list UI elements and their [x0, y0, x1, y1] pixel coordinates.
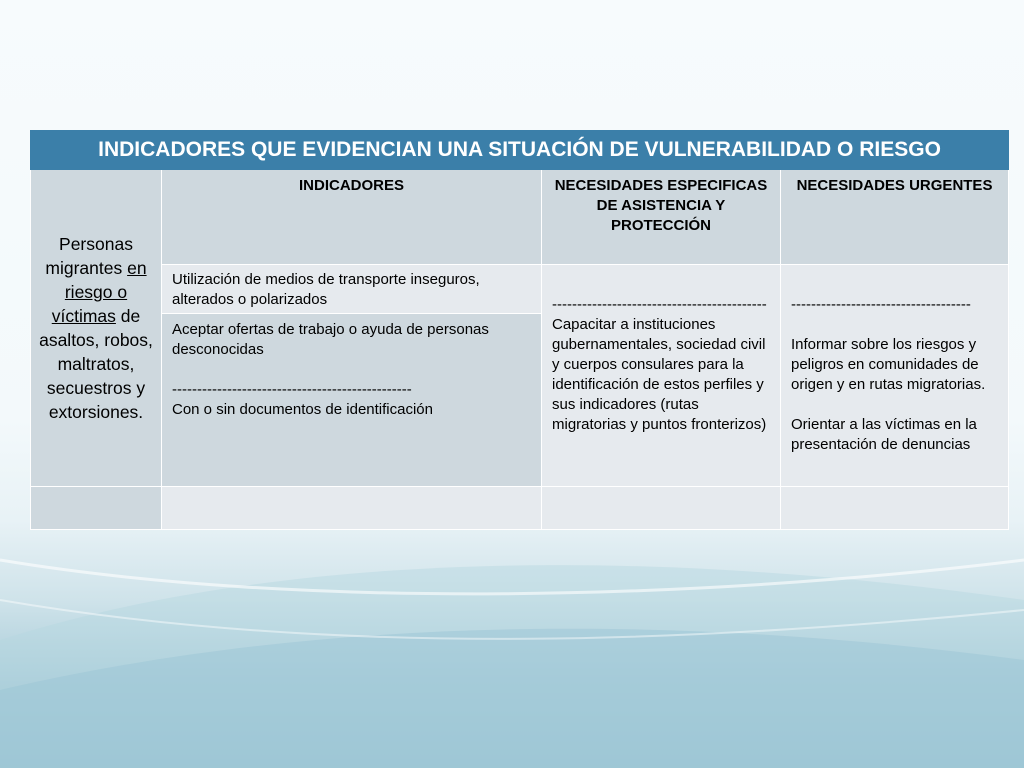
header-row [31, 170, 1009, 265]
header-necesidades-especificas: NECESIDADES ESPECIFICAS DE ASISTENCIA Y PROTECCIÓN [542, 170, 781, 265]
title-row [31, 131, 1009, 170]
empty-row [31, 487, 1009, 530]
specific-needs-text: Capacitar a instituciones gubernamentales, sociedad civil y cuerpos consulares para la identificación de estos perfiles y sus indicadores (rutas migratorias y puntos fronterizos) [552, 316, 767, 433]
urgent-needs-separator: ------------------------------------ [791, 296, 971, 313]
empty-cell-2 [162, 487, 542, 530]
vulnerability-indicators-table [30, 130, 1009, 530]
specific-needs-cell [542, 265, 781, 487]
urgent-needs-cell [781, 265, 1009, 487]
indicator-item-2: Aceptar ofertas de trabajo o ayuda de personas desconocidas [172, 321, 489, 358]
indicator-item-1: Utilización de medios de transporte inseguros, alterados o polarizados [162, 265, 542, 314]
indicator-item-3: Con o sin documentos de identificación [172, 401, 433, 418]
urgent-needs-text-2: Orientar a las víctimas en la presentación de denuncias [791, 416, 977, 453]
population-group-text-2: de asaltos, robos, maltratos, secuestros y extorsiones. [39, 306, 153, 422]
indicator-item-2-cell [162, 314, 542, 487]
empty-cell-3 [542, 487, 781, 530]
specific-needs-separator: ------------------------------------------- [552, 296, 767, 313]
indicator-separator: ------------------------------------------------ [172, 381, 412, 398]
urgent-needs-spacer-2 [791, 395, 998, 415]
population-group-cell [31, 170, 162, 487]
population-group-underlined: en riesgo o víctimas [51, 258, 147, 326]
population-group-text-1: Personas migrantes [45, 234, 133, 278]
urgent-needs-spacer [791, 315, 998, 335]
indicator-spacer [172, 360, 531, 380]
header-necesidades-urgentes: NECESIDADES URGENTES [781, 170, 1009, 265]
header-indicadores: INDICADORES [162, 170, 542, 265]
urgent-needs-text-1: Informar sobre los riesgos y peligros en comunidades de origen y en rutas migratorias. [791, 336, 986, 393]
content-row-1 [31, 265, 1009, 314]
empty-cell-1 [31, 487, 162, 530]
table-title: INDICADORES QUE EVIDENCIAN UNA SITUACIÓN DE VULNERABILIDAD O RIESGO [31, 131, 1009, 170]
empty-cell-4 [781, 487, 1009, 530]
